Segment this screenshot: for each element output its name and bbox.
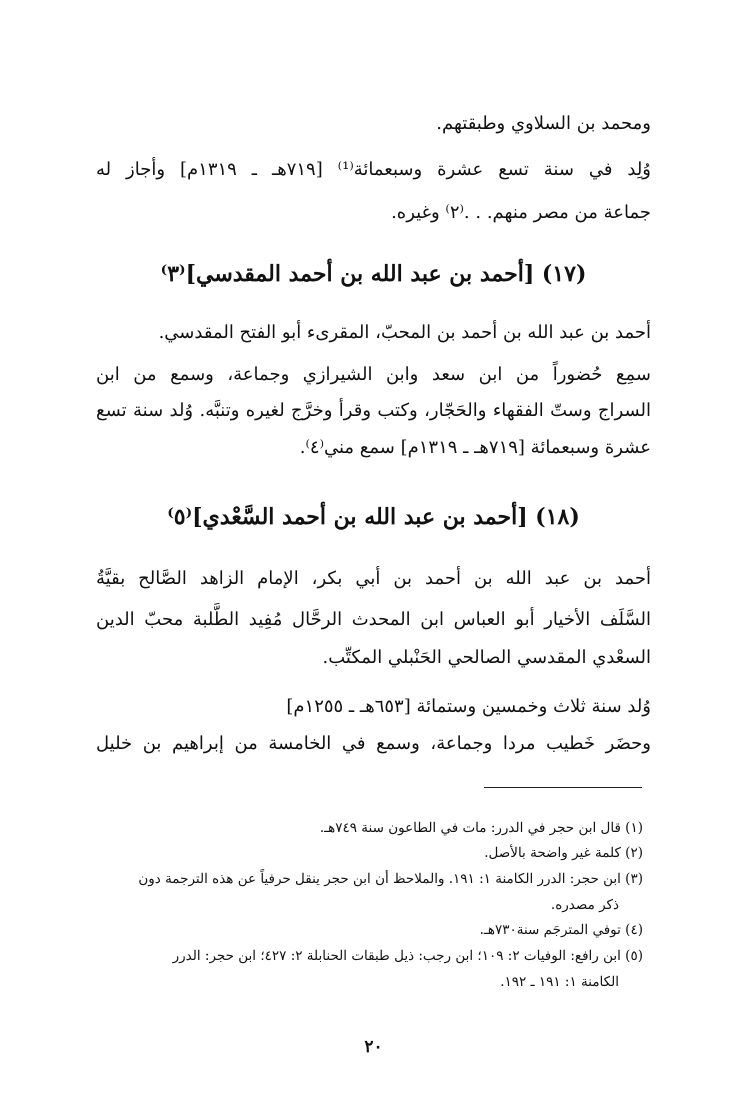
footnote-5-continued: الكامنة ١: ١٩١ ـ ١٩٢. — [500, 974, 619, 990]
footnote-4: (٤) توفي المترجَم سنة٧٣٠هـ. — [479, 922, 643, 938]
body-line: أحمد بن عبد الله بن أحمد بن المحبّ، المقرىء أبو الفتح المقدسي. — [158, 322, 651, 343]
body-line: وحضَر خَطيب مردا وجماعة، وسمع في الخامسة من إبراهيم بن خليل — [96, 733, 651, 754]
footnote-3: (٣) ابن حجر: الدرر الكامنة ١: ١٩١. والملاحظ أن ابن حجر ينقل حرفياً عن هذه الترجمة دون — [138, 871, 643, 887]
body-line: جماعة من مصر منهم. . .⁽٢⁾ وغيره. — [391, 202, 651, 223]
body-line: عشرة وسبعمائة [٧١٩هـ ـ ١٣١٩م] سمع مني⁽٤⁾. — [299, 437, 651, 458]
body-line: السَّلَف الأخيار أبو العباس ابن المحدث الرحَّال مُفِيد الطَّلبة محبّ الدين — [96, 609, 651, 630]
footnote-2: (٢) كلمة غير واضحة بالأصل. — [484, 845, 643, 861]
body-line: وُلد سنة ثلاث وخمسين وستمائة [٦٥٣هـ ـ ١٢٥٥م] — [286, 696, 651, 717]
footnote-3-continued: ذكر مصدره. — [550, 897, 619, 913]
body-line: وُلِد في سنة تسع عشرة وسبعمائة⁽¹⁾ [٧١٩هـ ـ ١٣١٩م] وأجاز له — [96, 159, 652, 180]
entry-heading-18: (١٨) [أحمد بن عبد الله بن أحمد السَّعْدي]⁽٥⁾ — [167, 504, 580, 530]
body-line: سمِع حُضوراً من ابن سعد وابن الشيرازي وجماعة، وسمع من ابن — [96, 364, 651, 385]
footnote-1: (١) قال ابن حجر في الدرر: مات في الطاعون سنة ٧٤٩هـ. — [319, 820, 643, 836]
body-line: أحمد بن عبد الله بن أحمد بن أبي بكر، الإمام الزاهد الصَّالح بقيَّةُ — [96, 568, 651, 589]
footnote-5: (٥) ابن رافع: الوفيات ٢: ١٠٩؛ ابن رجب: ذيل طبقات الحنابلة ٢: ٤٢٧؛ ابن حجر: الدرر — [172, 948, 643, 964]
footnote-separator — [484, 787, 642, 788]
body-line: السراج وستّ الفقهاء والحَجّار، وكتب وقرأ وخرَّج لغيره وتنبَّه. وُلد سنة تسع — [96, 400, 651, 421]
body-line: ومحمد بن السلاوي وطبقتهم. — [436, 113, 651, 134]
body-line: السعْدي المقدسي الصالحي الحَنْبلي المكتِّب. — [322, 647, 651, 668]
page-number: ٢٠ — [364, 1037, 383, 1057]
entry-heading-17: (١٧) [أحمد بن عبد الله بن أحمد المقدسي]⁽٣⁾ — [160, 261, 587, 287]
